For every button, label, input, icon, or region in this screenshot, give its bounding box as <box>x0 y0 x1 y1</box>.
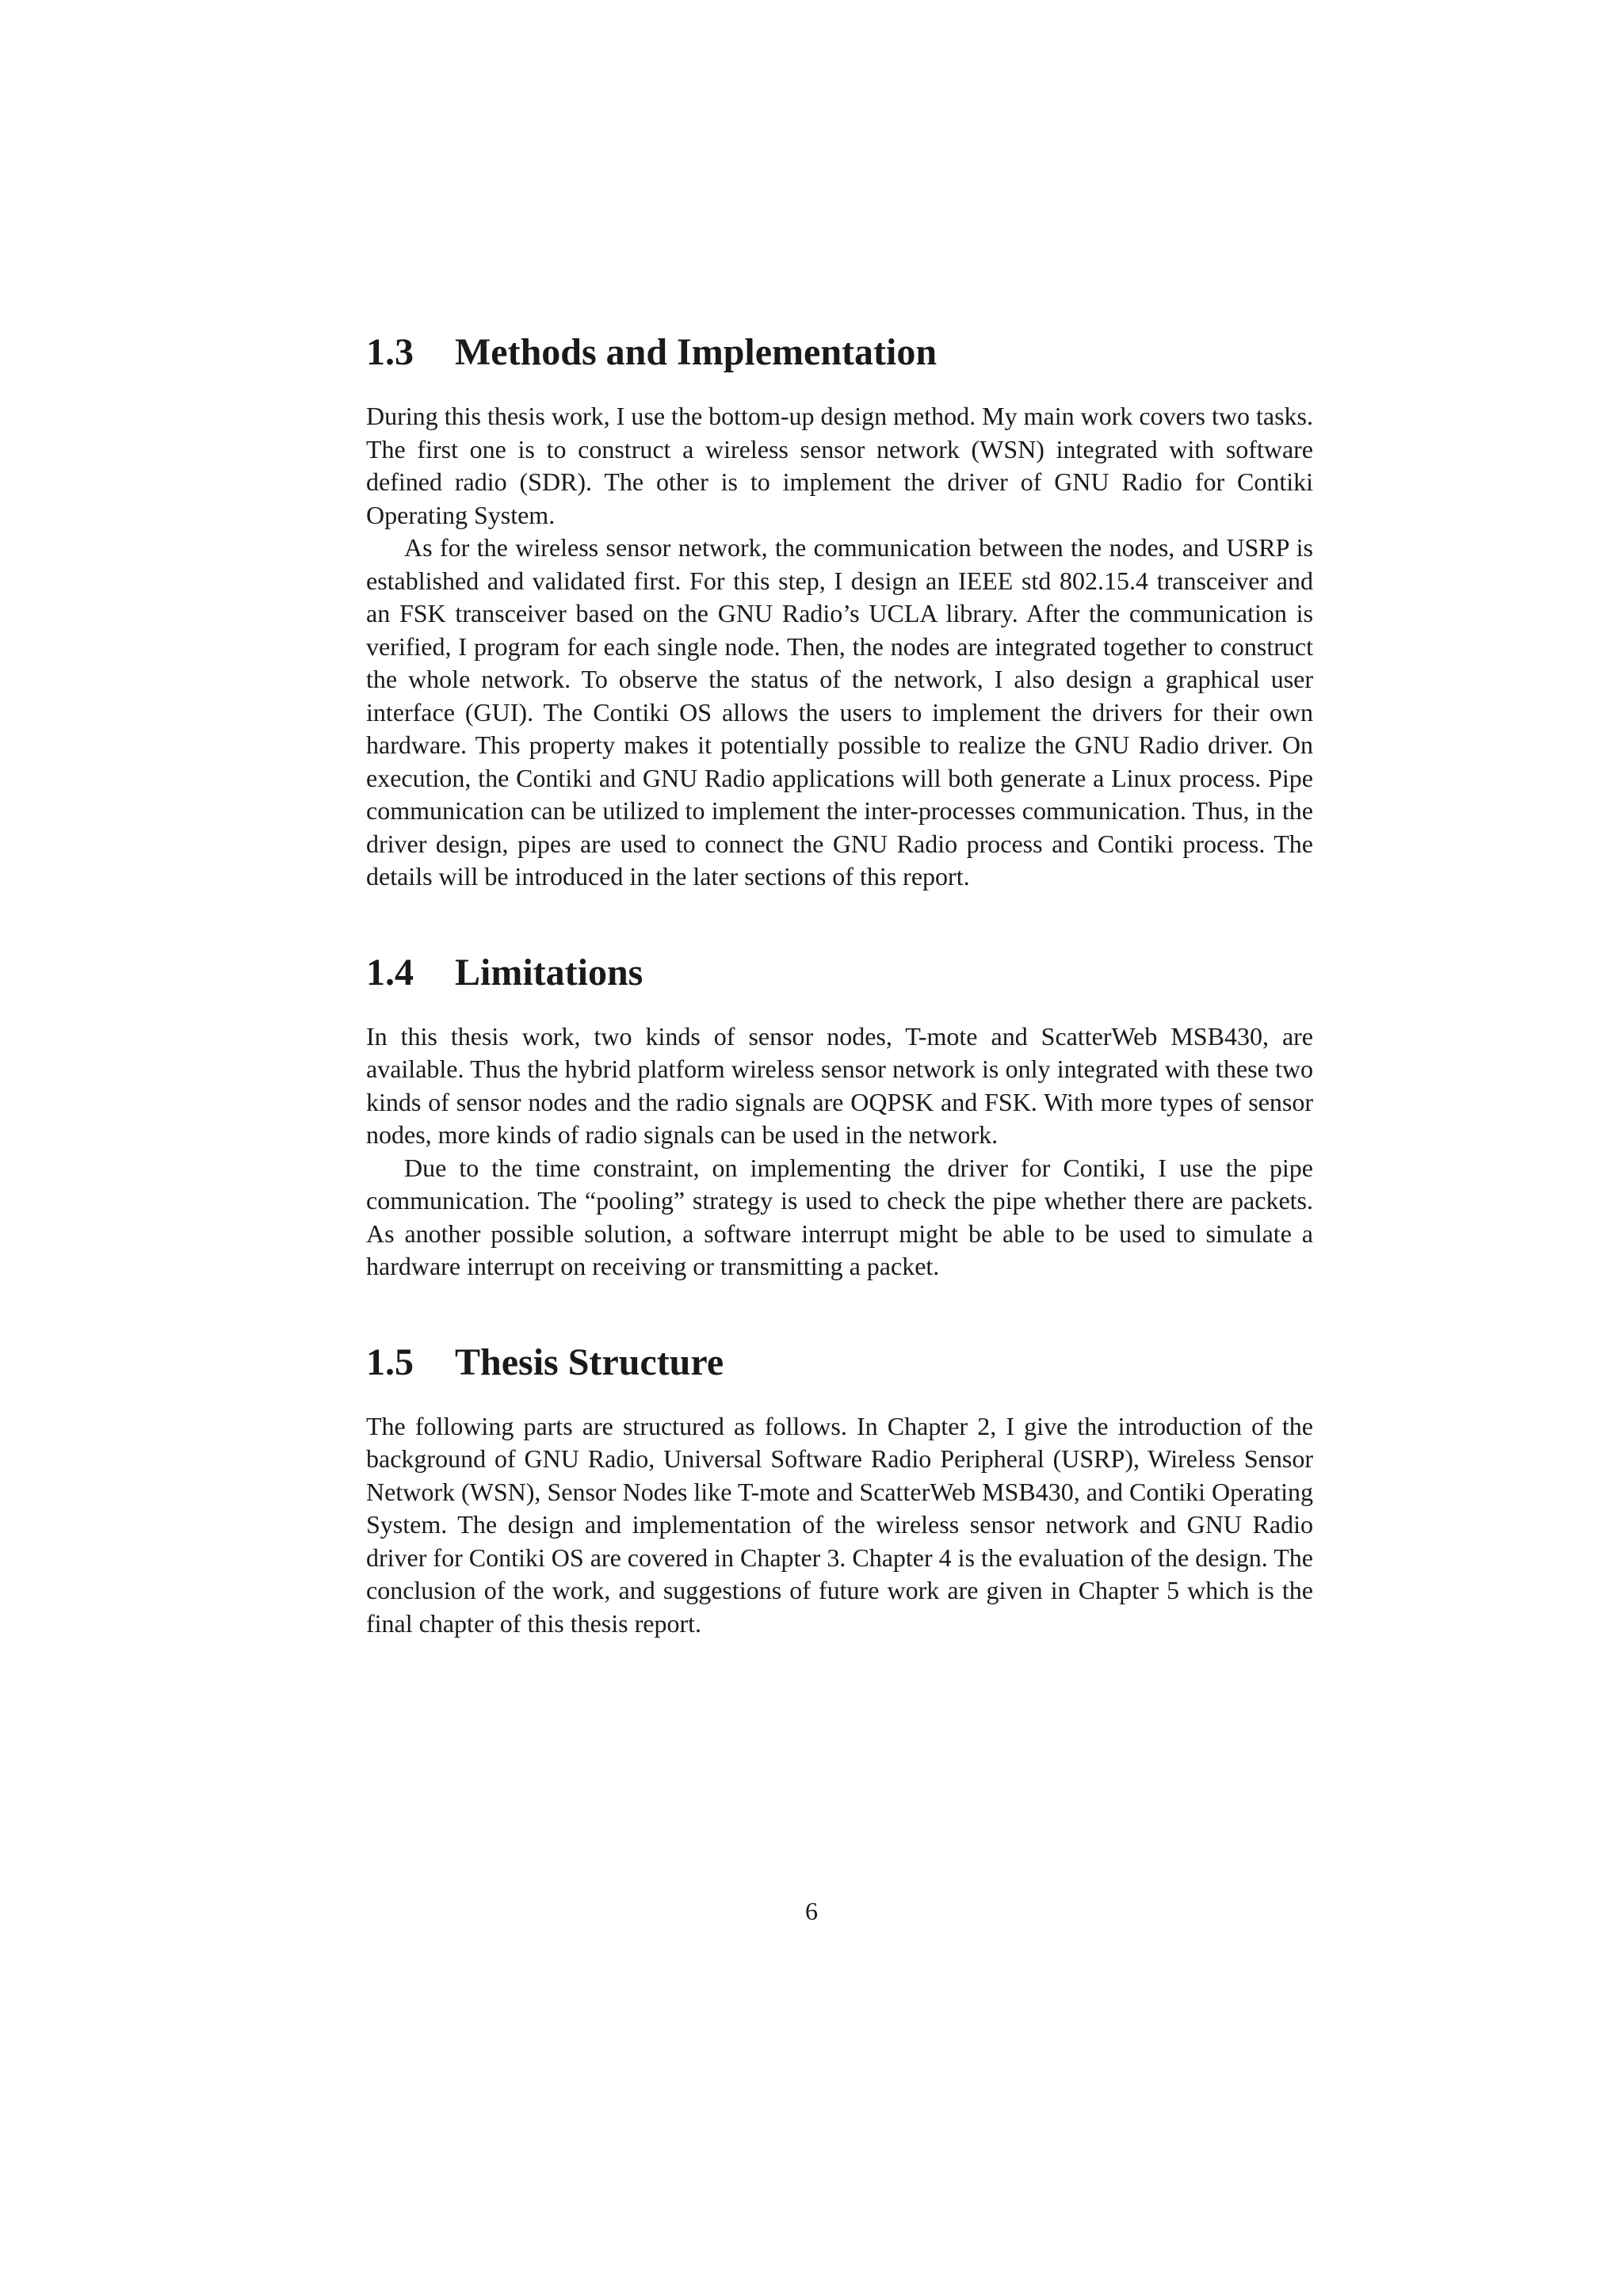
section-title: Thesis Structure <box>455 1341 724 1383</box>
section-methods-and-implementation <box>366 329 1313 894</box>
paragraph: As for the wireless sensor network, the communication between the nodes, and USRP is established and validated first. For this step, I design an IEEE std 802.15.4 transceiver and an FSK transceiver based on the GNU Radio’s UCLA library. After the communication is verified, I program for each single node. Then, the nodes are integrated together to construct the whole network. To observe the status of the network, I also design a graphical user interface (GUI). The Contiki OS allows the users to implement the drivers for their own hardware. This property makes it potentially possible to realize the GNU Radio driver. On execution, the Contiki and GNU Radio applications will both generate a Linux process. Pipe communication can be utilized to implement the inter-processes communication. Thus, in the driver design, pipes are used to connect the GNU Radio process and Contiki process. The details will be introduced in the later sections of this report. <box>366 533 1313 891</box>
section-heading <box>366 949 1313 997</box>
section-title: Methods and Implementation <box>455 331 938 373</box>
section-limitations <box>366 949 1313 1283</box>
section-thesis-structure <box>366 1339 1313 1641</box>
paragraph: The following parts are structured as follows. In Chapter 2, I give the introduction of the background of GNU Radio, Universal Software Radio Peripheral (USRP), Wireless Sensor Network (WSN), Sensor Nodes like T-mote and ScatterWeb MSB430, and Contiki Operating System. The design and implementation of the wireless sensor network and GNU Radio driver for Contiki OS are covered in Chapter 3. Chapter 4 is the evaluation of the design. The conclusion of the work, and suggestions of future work are given in Chapter 5 which is the final chapter of this thesis report. <box>366 1411 1313 1638</box>
section-number: 1.5 <box>366 1341 414 1383</box>
page-number: 6 <box>805 1897 818 1925</box>
paragraph: In this thesis work, two kinds of sensor nodes, T-mote and ScatterWeb MSB430, are available. Thus the hybrid platform wireless sensor network is only integrated with these two kinds of sensor nodes and the radio signals are OQPSK and FSK. With more types of sensor nodes, more kinds of radio signals can be used in the network. <box>366 1021 1313 1149</box>
section-heading <box>366 1339 1313 1386</box>
paragraph: Due to the time constraint, on implementing the driver for Contiki, I use the pipe communication. The “pooling” strategy is used to check the pipe whether there are packets. As another possible solution, a software interrupt might be able to be used to simulate a hardware interrupt on receiving or transmitting a packet. <box>366 1153 1313 1280</box>
section-number: 1.3 <box>366 331 414 373</box>
page-body <box>366 329 1313 1640</box>
section-heading <box>366 329 1313 376</box>
section-title: Limitations <box>455 951 643 994</box>
paragraph: During this thesis work, I use the bottom-up design method. My main work covers two tasks. The first one is to construct a wireless sensor network (WSN) integrated with software defined radio (SDR). The other is to implement the driver of GNU Radio for Contiki Operating System. <box>366 402 1313 529</box>
section-number: 1.4 <box>366 951 414 994</box>
